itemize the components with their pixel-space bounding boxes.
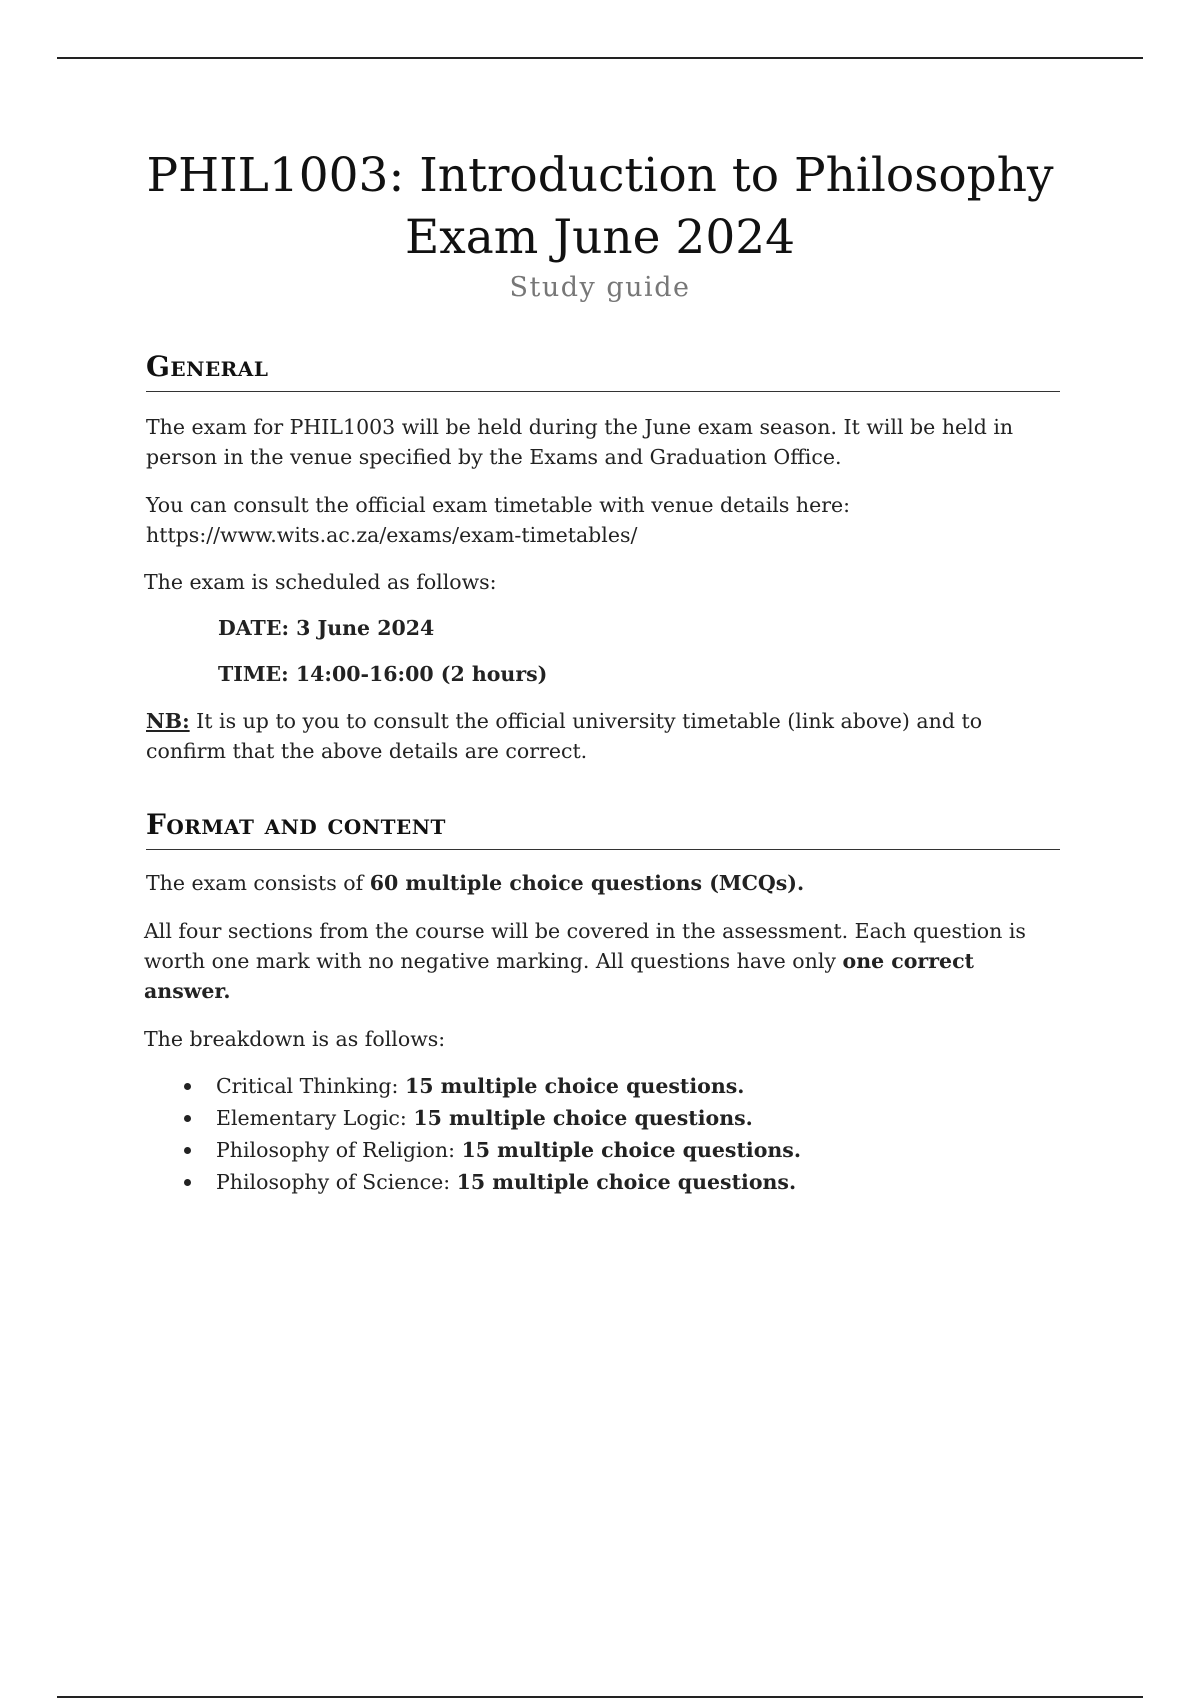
document-title-line2: Exam June 2024 [404, 210, 796, 265]
breakdown-count: 15 multiple choice questions. [413, 1106, 753, 1130]
section-heading-format: Format and content [146, 808, 1060, 850]
exam-time: TIME: 14:00-16:00 (2 hours) [218, 662, 548, 686]
bullet-icon [184, 1083, 191, 1090]
bottom-rule [57, 1696, 1143, 1698]
bullet-icon [184, 1115, 191, 1122]
breakdown-section: Critical Thinking: [216, 1074, 405, 1098]
breakdown-count: 15 multiple choice questions. [404, 1074, 745, 1098]
nb-text: It is up to you to consult the official university timetable (link above) and to confirm that the above details are correct. [146, 709, 983, 763]
breakdown-list [180, 1070, 801, 1198]
breakdown-intro: The breakdown is as follows: [144, 1027, 446, 1051]
schedule-intro: The exam is scheduled as follows: [144, 570, 497, 594]
bullet-icon [184, 1179, 191, 1186]
nb-label: NB: [146, 709, 190, 733]
section-heading-general: General [146, 350, 1060, 392]
nb-note [146, 706, 1066, 766]
breakdown-count: 15 multiple choice questions. [461, 1138, 801, 1162]
timetable-paragraph [146, 490, 1066, 550]
top-rule [57, 57, 1143, 59]
list-item [180, 1102, 801, 1134]
coverage-text: All four sections from the course will be covered in the assessment. Each question is worth one mark with no negative marking. All questions have only [144, 919, 1026, 973]
breakdown-section: Philosophy of Religion: [216, 1138, 462, 1162]
coverage-bold: one correct answer. [144, 949, 975, 1003]
exam-date: DATE: 3 June 2024 [218, 616, 435, 640]
breakdown-section: Philosophy of Science: [216, 1170, 457, 1194]
consists-bold: 60 multiple choice questions (MCQs). [369, 871, 805, 895]
timetable-text: You can consult the official exam timetable with venue details here: [146, 493, 851, 517]
document-subtitle: Study guide [509, 272, 691, 303]
bullet-icon [184, 1147, 191, 1154]
list-item [180, 1166, 801, 1198]
general-paragraph: The exam for PHIL1003 will be held during the June exam season. It will be held in person in the venue specified by the Exams and Graduation Office. [146, 415, 1014, 469]
list-item [180, 1134, 801, 1166]
exam-consists-paragraph [146, 868, 1066, 898]
coverage-paragraph [144, 916, 1064, 1006]
list-item [180, 1070, 801, 1102]
timetable-link[interactable]: https://www.wits.ac.za/exams/exam-timetables/ [146, 523, 638, 547]
breakdown-count: 15 multiple choice questions. [456, 1170, 797, 1194]
document-title: PHIL1003: Introduction to Philosophy [146, 148, 1054, 203]
consists-text: The exam consists of [146, 871, 370, 895]
breakdown-section: Elementary Logic: [216, 1106, 414, 1130]
